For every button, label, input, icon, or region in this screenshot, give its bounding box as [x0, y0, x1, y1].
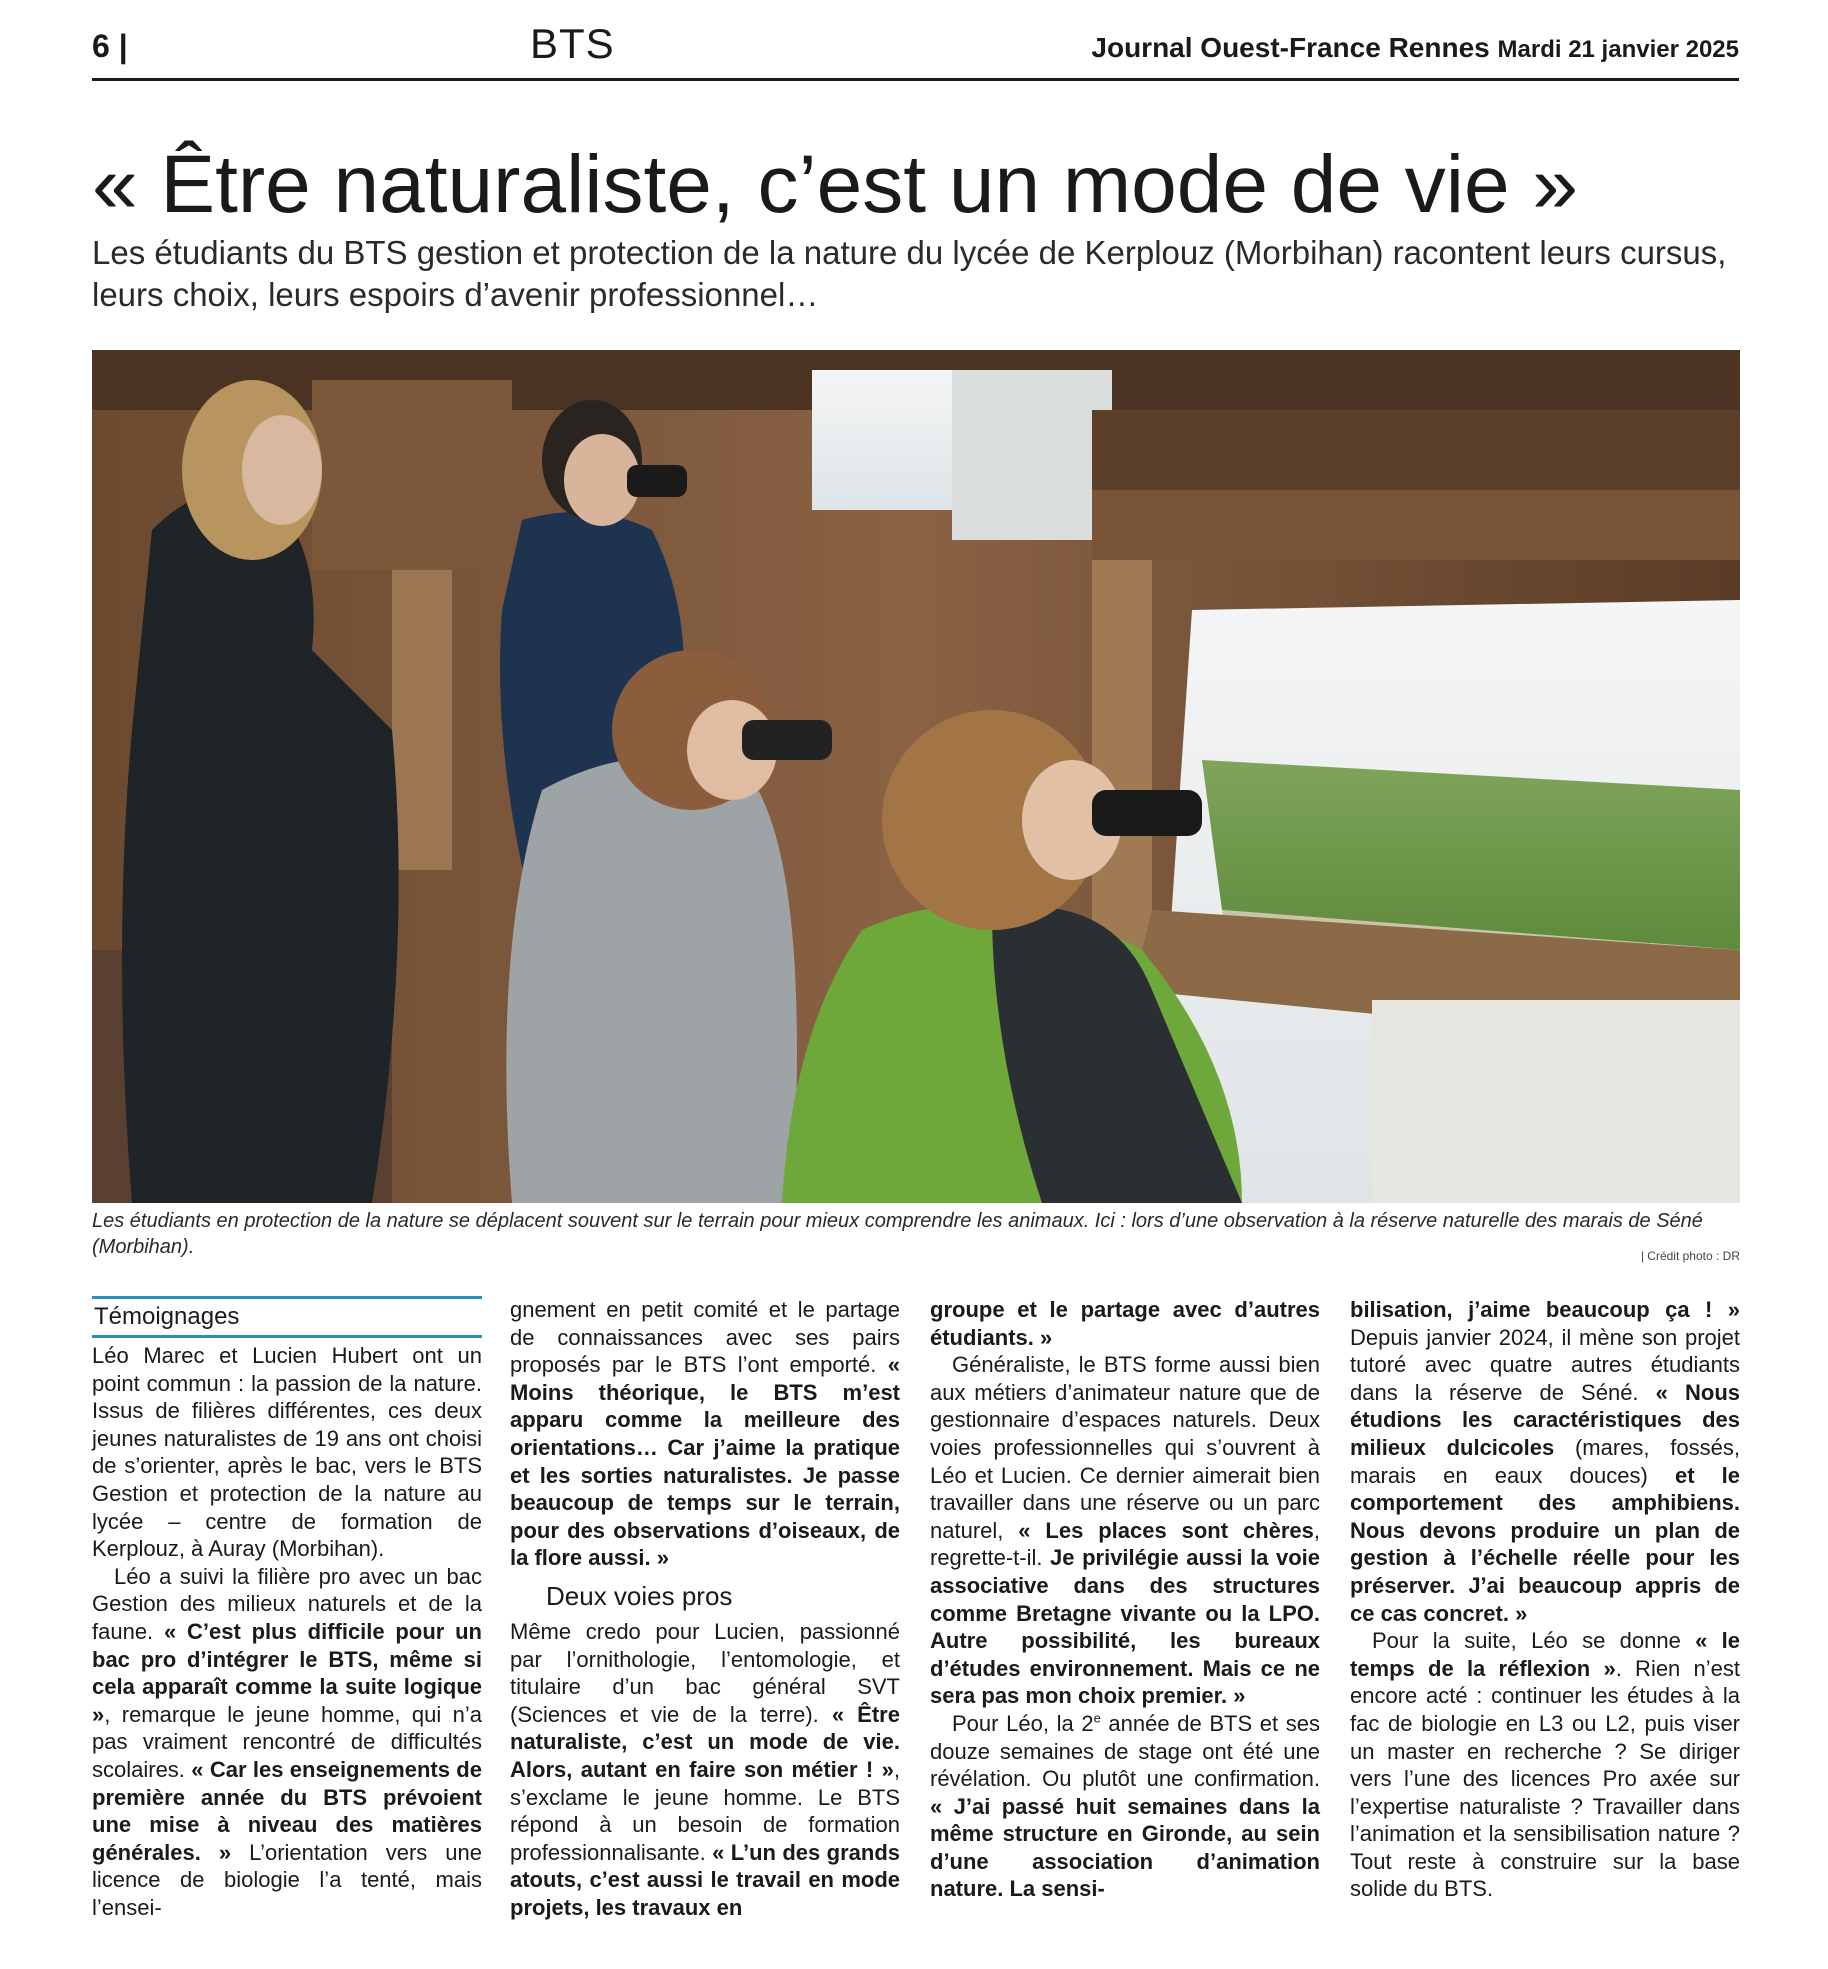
box-heading: Témoignages: [92, 1296, 482, 1338]
paragraph: [1350, 1296, 1740, 1627]
quote-bold: « J’ai passé huit semaines dans la même structure en Gironde, au sein d’une association d’animation nature. La sensi-: [930, 1793, 1320, 1902]
quote-bold: « Être naturaliste, c’est un mode de vie. Alors, autant en faire son métier ! »: [510, 1701, 900, 1782]
paragraph: [510, 1618, 900, 1922]
paragraph: [510, 1296, 900, 1572]
column-3: [930, 1296, 1320, 1903]
publication-date: Mardi 21 janvier 2025: [1497, 36, 1739, 63]
intertitle: Deux voies pros: [546, 1580, 733, 1611]
text-run: , s’exclame le jeune homme. Le BTS répond à un besoin de formation professionnalisante.: [510, 1756, 900, 1865]
paragraph: Léo Marec et Lucien Hubert ont un point commun : la passion de la nature. Issus de filières différentes, ces deux jeunes naturalistes de 19 ans ont choisi de s’orienter, après le bac, vers le BTS Gestion et protection de la nature au lycée – centre de formation de Kerplouz, à Auray (Morbihan).: [92, 1343, 482, 1562]
text-run: Pour Léo, la 2: [952, 1710, 1094, 1736]
page-number: 6 |: [92, 28, 128, 64]
column-4: [1350, 1296, 1740, 1903]
superscript: e: [1093, 1710, 1101, 1726]
quote-bold: et le comportement des amphibiens. Nous devons produire un plan de gestion à l’échelle réelle pour les préserver. J’ai beaucoup appris de ce cas concret. »: [1350, 1462, 1741, 1626]
publication-line: [1091, 32, 1739, 64]
quote-bold: « L’un des grands atouts, c’est aussi le travail en mode projets, les travaux en: [510, 1839, 901, 1920]
publication-name: Journal Ouest-France Rennes: [1091, 32, 1490, 63]
section-label: BTS: [530, 20, 615, 67]
photo-caption: Les étudiants en protection de la nature se déplacent souvent sur le terrain pour mieux comprendre les animaux. Ici : lors d’une observation à la réserve naturelle des marais de Séné (Morbihan).: [92, 1210, 1703, 1258]
text-run: année de BTS et ses douze semaines de stage ont été une révélation. Ou plutôt une confirmation.: [930, 1710, 1321, 1792]
quote-bold: groupe et le partage avec d’autres étudiants. »: [930, 1297, 1320, 1350]
text-run: L’orientation vers une licence de biologie l’a tenté, mais l’ensei-: [92, 1839, 482, 1920]
text-run: . Rien n’est encore acté : continuer les études à la fac de biologie en L3 ou L2, puis viser un master en recherche ? Se diriger vers l’une des licences Pro axée sur l’expertise naturaliste ? Travailler dans l’animation et la sensibilisation nature ? Tout reste à construire sur la base solide du BTS.: [1350, 1655, 1741, 1902]
quote-bold: bilisation, j’aime beaucoup ça ! »: [1350, 1297, 1740, 1322]
photo-illustration: [92, 350, 1740, 1203]
quote-bold: « Nous étudions les caractéristiques des milieux dulcicoles: [1350, 1379, 1740, 1460]
text-run: (mares, fossés, marais en eaux douces): [1350, 1434, 1741, 1488]
paragraph: [92, 1563, 482, 1922]
quote-bold: Je privilégie aussi la voie associative dans des structures comme Bretagne vivante ou la LPO. Autre possibilité, les bureaux d’études environnement. Mais ce ne sera pas mon choix premier. »: [930, 1545, 1320, 1709]
quote-bold: « Car les enseignements de première année du BTS prévoient une mise à niveau des matières générales. »: [92, 1756, 482, 1865]
paragraph: [930, 1710, 1320, 1903]
column-1: [92, 1296, 482, 1921]
article-photo: [92, 350, 1740, 1203]
text-run: , remarque le jeune homme, qui n’a pas vraiment rencontré de difficultés scolaires.: [92, 1701, 482, 1782]
quote-bold: « Les places sont chères: [1018, 1517, 1314, 1543]
column-2: [510, 1296, 900, 1921]
photo-credit: | Crédit photo : DR: [1640, 1249, 1740, 1263]
text-run: Depuis janvier 2024, il mène son projet tutoré avec quatre autres étudiants dans la réserve de Séné.: [1350, 1324, 1740, 1405]
text-run: , regrette-t-il.: [930, 1517, 1320, 1571]
text-run: gnement en petit comité et le partage de connaissances avec ses pairs proposés par le BTS l’ont emporté.: [510, 1297, 900, 1378]
article-title: « Être naturaliste, c’est un mode de vie »: [92, 139, 1578, 230]
quote-bold: « le temps de la réflexion »: [1350, 1628, 1740, 1681]
text-run: Léo a suivi la filière pro avec un bac Gestion des milieux naturels et de la faune.: [92, 1563, 482, 1644]
quote-bold: « Moins théorique, le BTS m’est apparu comme la meilleure des orientations… Car j’aime la pratique et les sorties naturalistes. Je passe beaucoup de temps sur le terrain, pour des observations d’oiseaux, de la flore aussi. »: [510, 1352, 900, 1571]
text-run: Même credo pour Lucien, passionné par l’ornithologie, l’entomologie, et titulaire d’un bac général SVT (Sciences et vie de la terre).: [510, 1618, 900, 1727]
text-run: Pour la suite, Léo se donne: [1372, 1628, 1696, 1654]
text-run: Généraliste, le BTS forme aussi bien aux métiers d’animateur nature que de gestionnaire d’espaces naturels. Deux voies professionnelles qui s’ouvrent à Léo et Lucien. Ce dernier aimerait bien travailler dans une réserve ou un parc naturel,: [930, 1352, 1320, 1543]
paragraph: [1350, 1627, 1740, 1903]
page-header: [92, 18, 1739, 81]
article-subtitle: Les étudiants du BTS gestion et protection de la nature du lycée de Kerplouz (Morbihan) racontent leurs cursus, leurs choix, leurs espoirs d’avenir professionnel…: [92, 234, 1727, 313]
paragraph: [930, 1351, 1320, 1710]
paragraph: [930, 1296, 1320, 1351]
quote-bold: « C’est plus difficile pour un bac pro d’intégrer le BTS, même si cela apparaît comme la suite logique »: [92, 1618, 482, 1727]
